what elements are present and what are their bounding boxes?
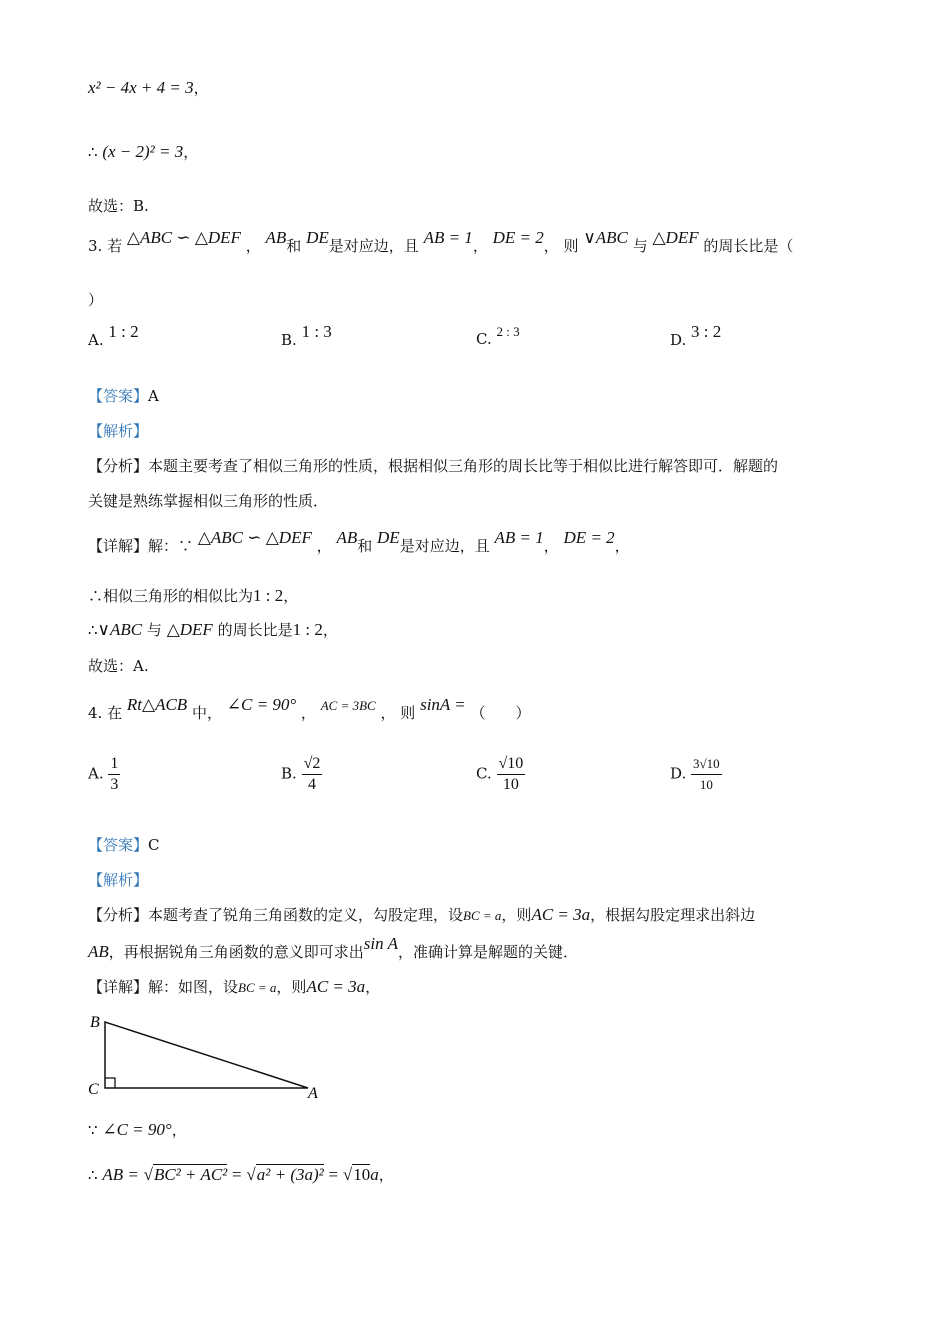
- question-4-stem: 4. 在 Rt△ACB 中， ∠C = 90° ， AC = 3BC ， 则 sinA = （ ）: [88, 695, 531, 722]
- analysis-tag: 【解析】: [88, 871, 149, 889]
- equation: x² − 4x + 4 = 3: [88, 78, 194, 97]
- step-line-1: ∴相似三角形的相似比为1 : 2，: [88, 586, 299, 605]
- answer-line: 【答案】A: [88, 387, 159, 405]
- detail-line: 【详解】解：如图，设BC = a，则AC = 3a，: [88, 977, 381, 996]
- option-c[interactable]: C. 2 : 3: [476, 324, 520, 348]
- analysis-tag: 【解析】: [88, 422, 149, 440]
- sqrt-1: BC² + AC²: [153, 1165, 228, 1184]
- option-b[interactable]: B. 1 : 3: [281, 322, 332, 349]
- fenxi-line-1: 【分析】本题主要考查了相似三角形的性质，根据相似三角形的周长比等于相似比进行解答即可．解题的: [88, 457, 779, 475]
- sqrt-3: 10: [353, 1165, 371, 1184]
- sqrt-2: a² + (3a)²: [256, 1165, 324, 1184]
- fraction: $\frac{3√10}{10}$: [693, 756, 720, 792]
- question-3-close: ）: [88, 291, 104, 309]
- answer-tag: 【答案】: [88, 836, 149, 854]
- vertex-label-a: A: [308, 1085, 318, 1102]
- step-line-2: ∴∨ABC 与 △DEF 的周长比是1 : 2，: [88, 620, 338, 639]
- fraction: $\frac{√2}{4}$: [303, 755, 321, 793]
- detail-line: 【详解】解：∵ △ABC ∽ △DEF ， AB和 DE是对应边，且 AB = 1， DE = 2，: [88, 528, 630, 555]
- equation-line-1: x² − 4x + 4 = 3，: [88, 78, 209, 97]
- vertex-label-c: C: [88, 1081, 99, 1098]
- vertex-label-b: B: [90, 1014, 100, 1031]
- right-triangle-figure: [80, 1008, 340, 1103]
- option-d[interactable]: D. 3 : 2: [670, 322, 722, 349]
- option-c[interactable]: C. $\frac{√10}{10}$: [476, 755, 524, 793]
- answer-tag: 【答案】: [88, 387, 149, 405]
- fenxi-line-2: 关键是熟练掌握相似三角形的性质．: [88, 492, 329, 510]
- equation-line-2: ∴ (x − 2)² = 3，: [88, 142, 199, 161]
- triangle-outline: [105, 1022, 308, 1088]
- fraction: $\frac{√10}{10}$: [498, 755, 524, 793]
- option-d[interactable]: D. $\frac{3√10}{10}$: [670, 754, 722, 795]
- option-b[interactable]: B. $\frac{√2}{4}$: [281, 755, 321, 793]
- choose-line: 故选：B.: [88, 197, 149, 215]
- step-line-1: ∵ ∠C = 90°，: [88, 1120, 187, 1139]
- answer-line: 【答案】C: [88, 836, 160, 854]
- choose-line: 故选：A.: [88, 657, 149, 675]
- option-a[interactable]: A. $\frac{1}{3}$: [88, 755, 119, 793]
- fraction: $\frac{1}{3}$: [110, 755, 119, 793]
- option-a[interactable]: A. 1 : 2: [88, 322, 139, 349]
- fenxi-line-1: 【分析】本题考查了锐角三角函数的定义，勾股定理，设BC = a，则AC = 3a，根据勾股定理求出斜边: [88, 905, 756, 924]
- step-line-2: ∴ AB = √BC² + AC² = √a² + (3a)² = √10a，: [88, 1165, 394, 1184]
- question-3-stem: 3. 若 △ABC ∽ △DEF ， AB和 DE是对应边，且 AB = 1， DE = 2， 则 ∨ABC 与 △DEF 的周长比是（: [88, 228, 794, 255]
- right-angle-mark: [105, 1078, 115, 1088]
- fenxi-line-2: AB，再根据锐角三角函数的意义即可求出sin A，准确计算是解题的关键．: [88, 934, 578, 961]
- equation: (x − 2)² = 3: [102, 142, 184, 161]
